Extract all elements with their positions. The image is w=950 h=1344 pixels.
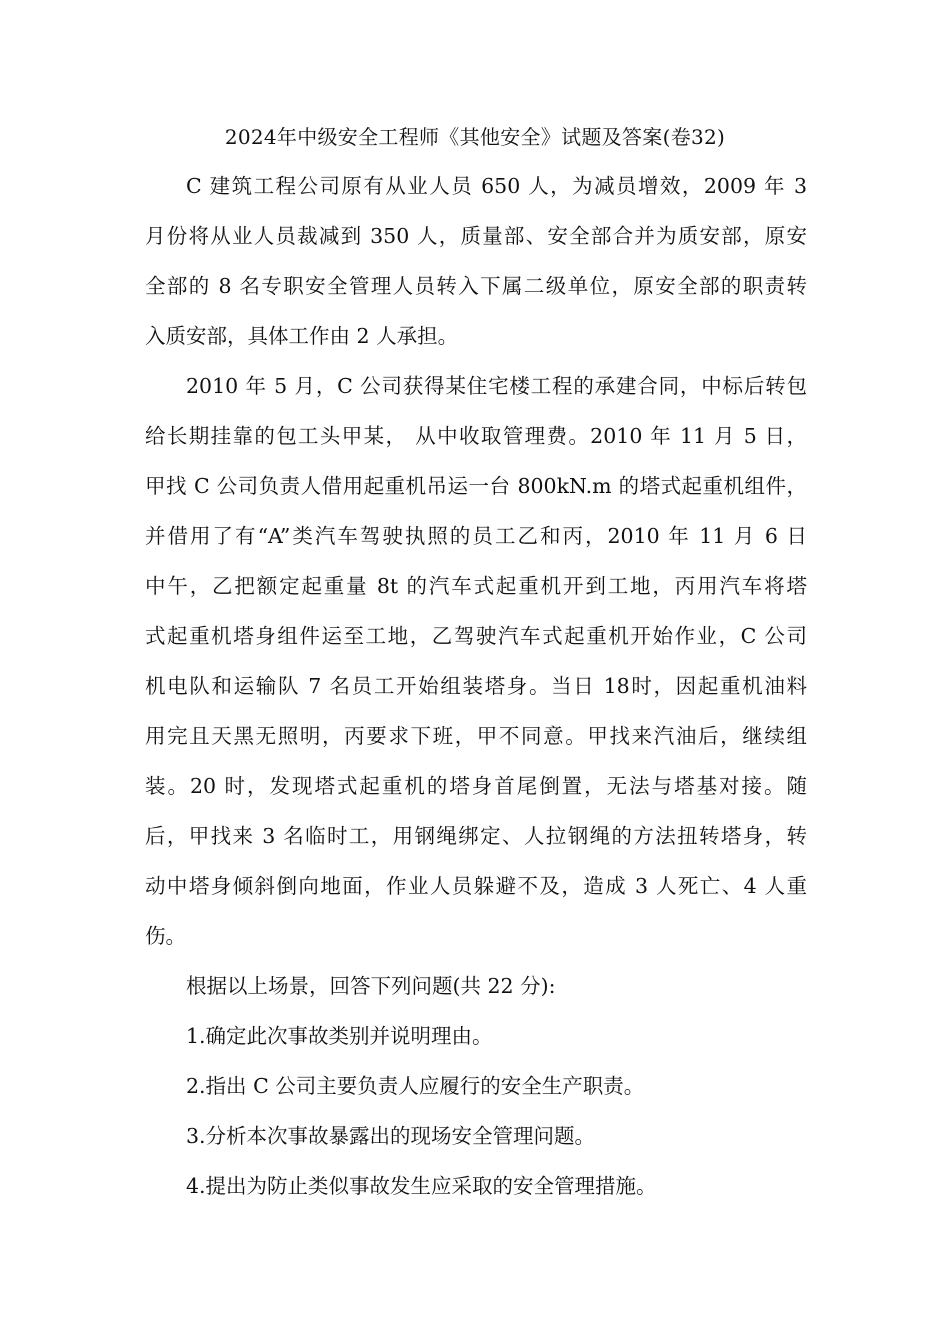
paragraph-2-line-10: 后，甲找来 3 名临时工，用钢绳绑定、人拉钢绳的方法扭转塔身，转 xyxy=(145,824,807,848)
paragraph-2-line-8: 用完且天黑无照明，丙要求下班，甲不同意。甲找来汽油后，继续组 xyxy=(145,724,807,748)
paragraph-2-line-5: 中午，乙把额定起重量 8t 的汽车式起重机开到工地，丙用汽车将塔 xyxy=(145,574,807,598)
paragraph-2-line-2: 给长期挂靠的包工头甲某， 从中收取管理费。2010 年 11 月 5 日， xyxy=(145,424,807,448)
paragraph-2-line-11: 动中塔身倾斜倒向地面，作业人员躲避不及，造成 3 人死亡、4 人重 xyxy=(145,874,807,898)
paragraph-2-line-1: 2010 年 5 月，C 公司获得某住宅楼工程的承建合同，中标后转包 xyxy=(186,374,807,398)
question-2: 2.指出 C 公司主要负责人应履行的安全生产职责。 xyxy=(186,1074,645,1098)
paragraph-2-line-6: 式起重机塔身组件运至工地，乙驾驶汽车式起重机开始作业，C 公司 xyxy=(145,624,807,648)
paragraph-2-line-7: 机电队和运输队 7 名员工开始组装塔身。当日 18时，因起重机油料 xyxy=(145,674,807,698)
paragraph-2-line-3: 甲找 C 公司负责人借用起重机吊运一台 800kN.m 的塔式起重机组件， xyxy=(145,474,807,498)
paragraph-2-line-4: 并借用了有“A”类汽车驾驶执照的员工乙和丙，2010 年 11 月 6 日 xyxy=(145,524,807,548)
question-1: 1.确定此次事故类别并说明理由。 xyxy=(186,1024,493,1048)
document-title: 2024年中级安全工程师《其他安全》试题及答案(卷32) xyxy=(224,125,726,149)
paragraph-2-line-12: 伤。 xyxy=(145,924,186,948)
paragraph-1-line-2: 月份将从业人员裁减到 350 人，质量部、安全部合并为质安部，原安 xyxy=(145,224,807,248)
paragraph-1-line-3: 全部的 8 名专职安全管理人员转入下属二级单位，原安全部的职责转 xyxy=(145,274,807,298)
paragraph-1-line-4: 入质安部，具体工作由 2 人承担。 xyxy=(145,324,459,348)
paragraph-1-line-1: C 建筑工程公司原有从业人员 650 人，为减员增效，2009 年 3 xyxy=(186,174,807,198)
question-3: 3.分析本次事故暴露出的现场安全管理问题。 xyxy=(186,1124,596,1148)
question-4: 4.提出为防止类似事故发生应采取的安全管理措施。 xyxy=(186,1174,657,1198)
paragraph-2-line-9: 装。20 时，发现塔式起重机的塔身首尾倒置，无法与塔基对接。随 xyxy=(145,774,807,798)
questions-prompt: 根据以上场景，回答下列问题(共 22 分): xyxy=(186,974,556,998)
